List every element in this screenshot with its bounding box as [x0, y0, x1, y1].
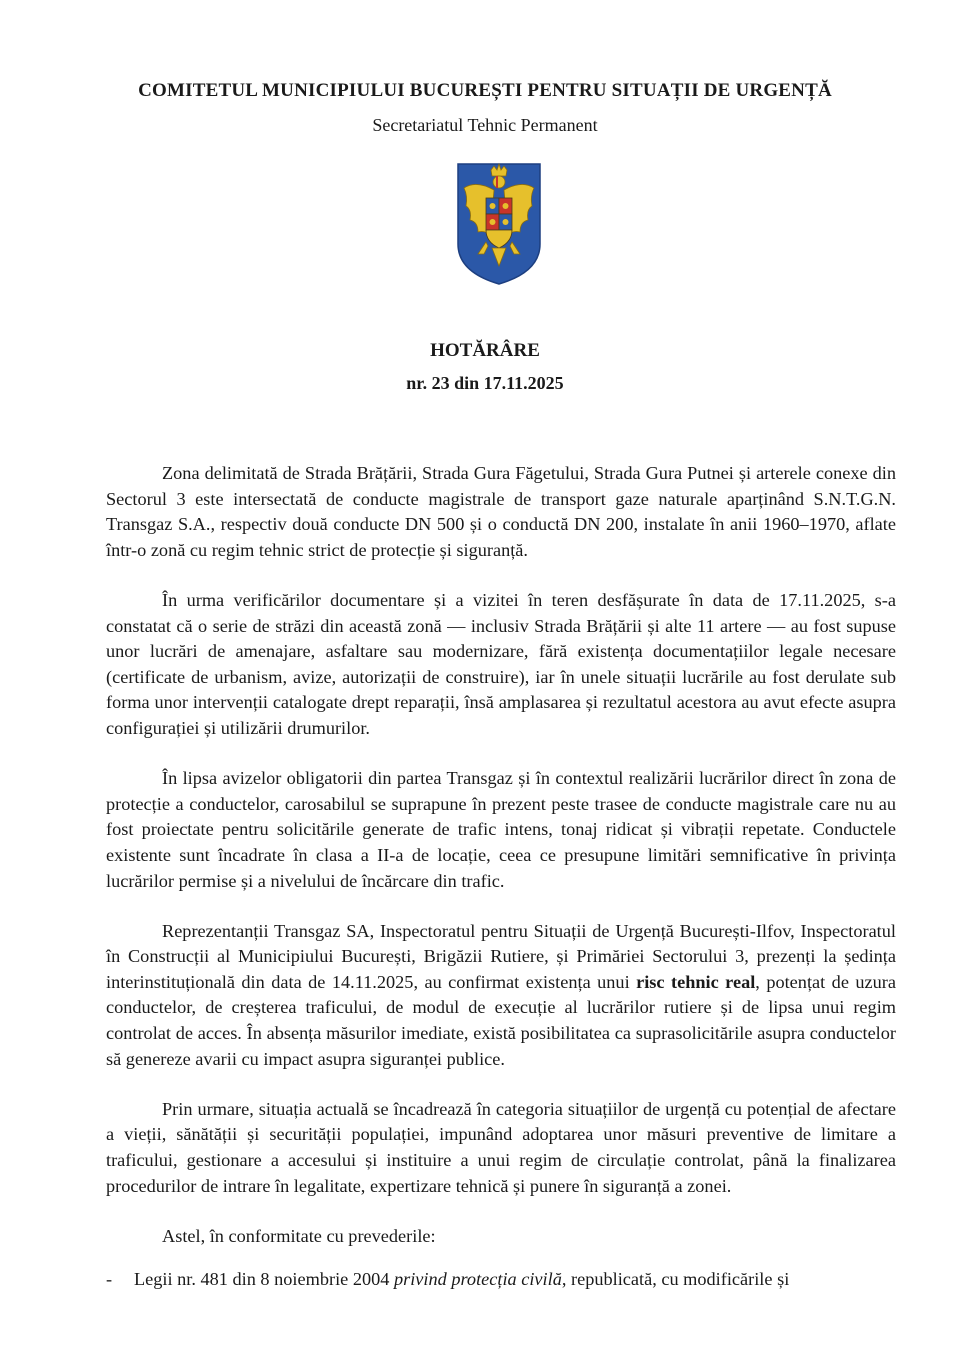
- emblem-2: [503, 203, 509, 209]
- department-subtitle: Secretariatul Tehnic Permanent: [372, 115, 598, 135]
- paragraph-2: În urma verificărilor documentare și a vizitei în teren desfășurate în data de 17.11.2025, s-a constatat că o serie de străzi din această zonă — inclusiv Strada Brățării și alte 11 artere — au fost supuse unor lucrări de amenajare, asfaltare sau modernizare, fără existența documentațiilor legale necesare (certificate de urbanism, avize, autorizații de construire), iar în unele situații lucrările au fost derulate sub forma unor intervenții catalogate drept reparații, însă amplasarea și rezultatul acestora au avut efecte asupra configurației și utilizării drumurilor.: [106, 589, 896, 738]
- organization-title: COMITETUL MUNICIPIULUI BUCUREȘTI PENTRU SITUAȚII DE URGENȚĂ: [138, 80, 832, 101]
- bullet-dash: -: [106, 1269, 113, 1290]
- eagle-head: [493, 176, 505, 188]
- paragraph-5: Prin urmare, situația actuală se încadrează în categoria situațiilor de urgență cu potențial de afectare a vieții, sănătății și securității populației, impunând adoptarea unor măsuri preventive de limitare a traficului, gestionare a accesului și instituire a unui regim de circulație controlat, până la finalizarea procedurilor de intrare în legalitate, expertizare tehnică și punere în siguranță a zonei.: [106, 1098, 896, 1196]
- paragraph-4: [106, 919, 896, 1073]
- emblem-1: [490, 203, 496, 209]
- paragraph-6: Astel, în conformitate cu prevederile:: [162, 1225, 436, 1246]
- romania-coat-of-arms-icon: [456, 162, 542, 286]
- legal-basis-law-title: privind protecția civilă: [393, 1269, 562, 1290]
- document-type: HOTĂRÂRE: [430, 340, 540, 361]
- emblem-3: [490, 219, 496, 225]
- document-number: nr. 23 din 17.11.2025: [406, 373, 564, 393]
- paragraph-4-emphasis: risc tehnic real: [636, 971, 756, 992]
- legal-basis-item-1: [106, 1267, 896, 1293]
- emblem-4: [503, 219, 509, 225]
- legal-basis-text-after: , republicată, cu modificările și: [561, 1269, 790, 1290]
- paragraph-3: În lipsa avizelor obligatorii din partea Transgaz și în contextul realizării lucrărilor direct în zona de protecție a conductelor, carosabilul se suprapune în prezent peste trasee de conducte magistrale care nu au fost proiectate pentru solicitările generate de trafic intens, tonaj ridicat și vibrații repetate. Conductele existente sunt încadrate în clasa a II-a de locație, ceea ce presupune limitări semnificative în privința lucrărilor permise și a nivelului de încărcare din trafic.: [106, 768, 896, 891]
- document-body: [106, 461, 896, 1293]
- paragraph-4-text-after: , potențat de uzura conductelor, de creșterea traficului, de modul de execuție al lucrărilor rutiere și de lipsa unui regim controlat de acces. În absența măsurilor imediate, există posibilitatea ca suprasolicitările asupra conductelor să genereze avarii cu impact asupra siguranței publice.: [106, 971, 896, 1069]
- paragraph-1: Zona delimitată de Strada Brățării, Strada Gura Făgetului, Strada Gura Putnei și arterele conexe din Sectorul 3 este intersectată de conducte magistrale de transport gaze naturale aparținând S.N.T.G.N. Transgaz S.A., respectiv două conducte DN 500 și o conductă DN 200, instalate în anii 1960–1970, aflate într-o zonă cu regim tehnic strict de protecție și siguranță.: [106, 463, 896, 560]
- legal-basis-text-before: Legii nr. 481 din 8 noiembrie 2004: [134, 1269, 394, 1290]
- cross: [496, 176, 498, 188]
- paragraph-4-text-before: Reprezentanții Transgaz SA, Inspectoratul pentru Situații de Urgență București-Ilfov, Inspectoratul în Construcții al Municipiului București, Brigăzii Rutiere, și Primăriei Sectorului 3, prezenți la ședința interinstituțională din data de 14.11.2025, au confirmat existența unui: [106, 920, 896, 992]
